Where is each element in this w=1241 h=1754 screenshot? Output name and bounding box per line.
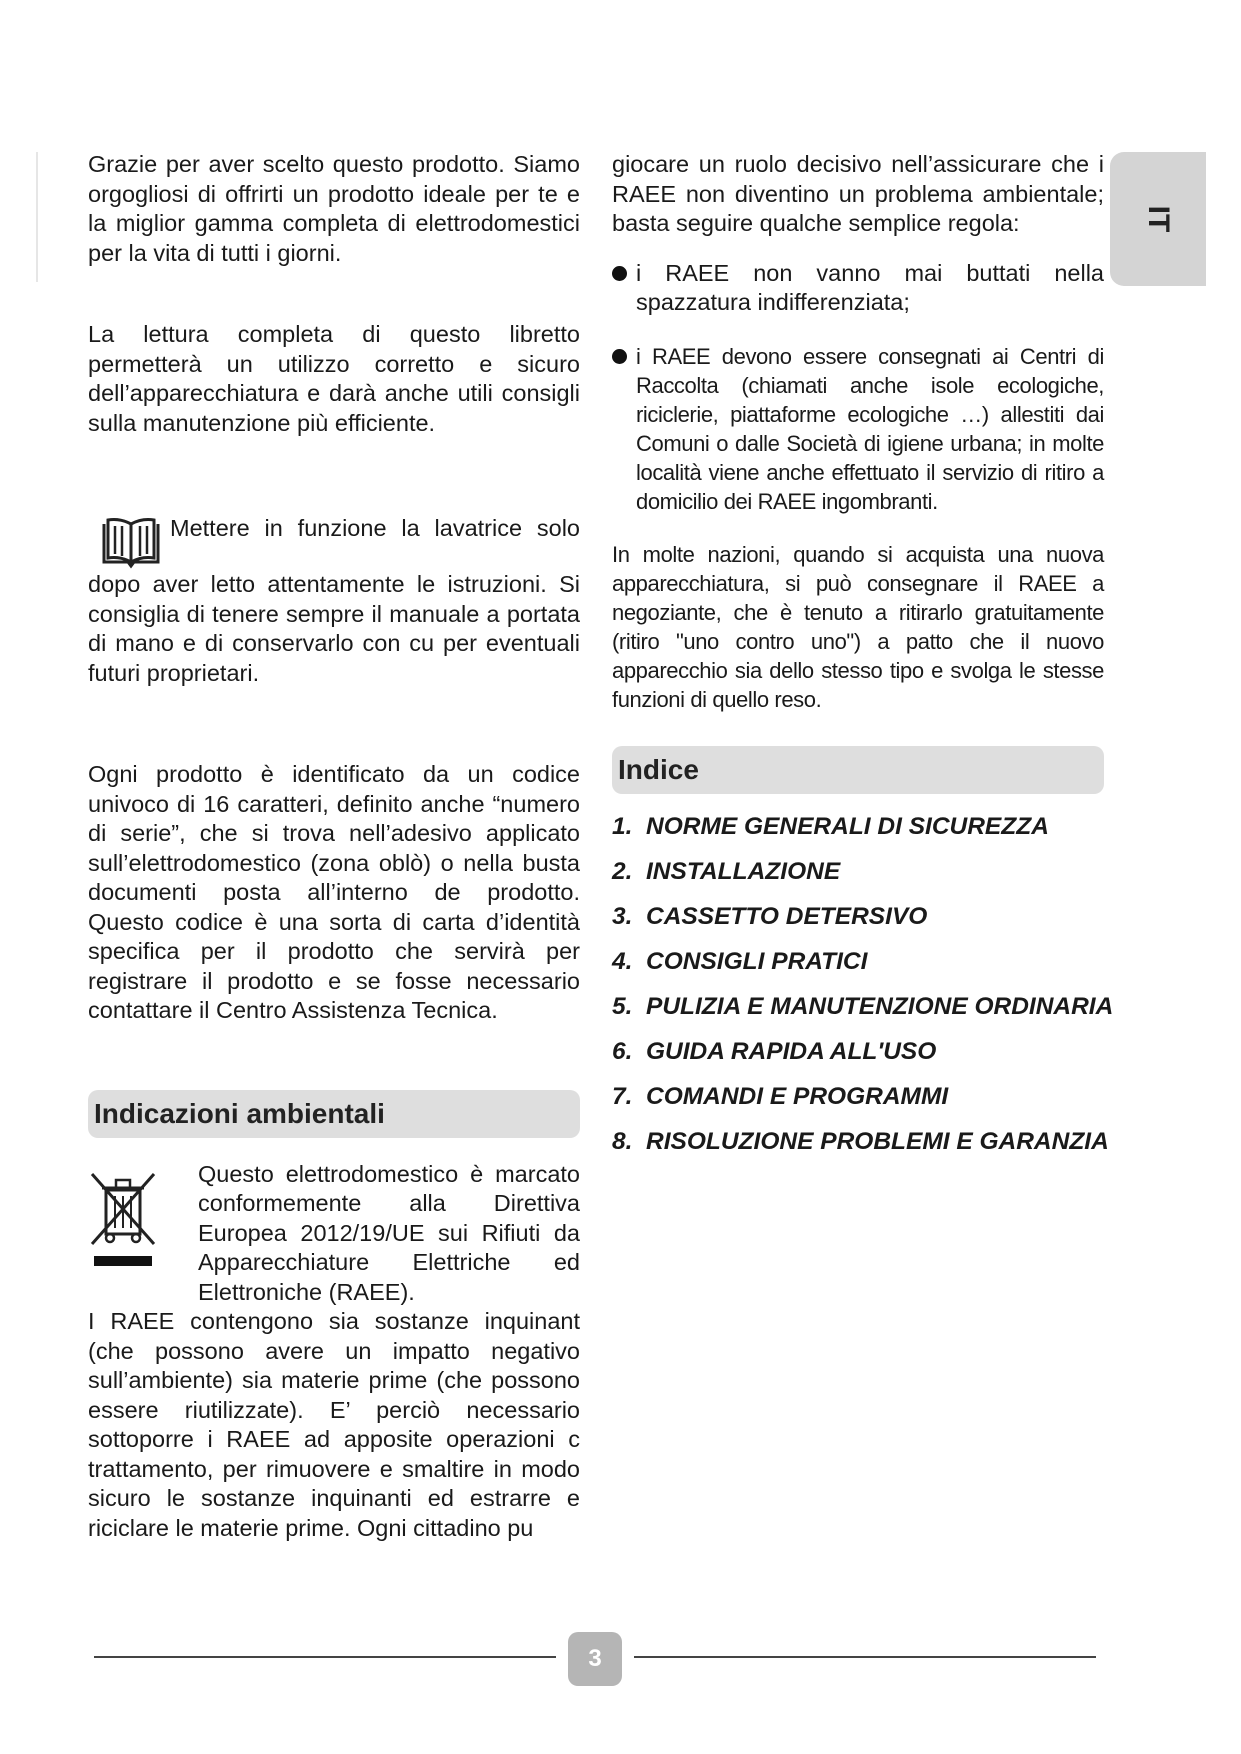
toc-item[interactable]: 1. NORME GENERALI DI SICUREZZA [612, 812, 1049, 840]
open-book-icon [98, 514, 164, 570]
bullet-dot-icon [612, 349, 627, 364]
left-column [88, 150, 580, 1543]
list-item: i RAEE devono essere consegnati ai Centri di Raccolta (chiamati anche isole ecologiche, riciclerie, piattaforme ecologiche …) allestiti dai Comuni o dalle Società di igiene urbana; in molte località viene anche effettuato il servizio di ritiro a domicilio dei RAEE ingombranti. [612, 342, 1104, 516]
toc-item[interactable]: 4. CONSIGLI PRATICI [612, 947, 868, 975]
crossed-bin-icon [88, 1170, 160, 1270]
index-heading [612, 746, 1104, 794]
toc-item[interactable]: 3. CASSETTO DETERSIVO [612, 902, 928, 930]
toc-item[interactable]: 6. GUIDA RAPIDA ALL'USO [612, 1037, 937, 1065]
nations-paragraph: In molte nazioni, quando si acquista una nuova apparecchiatura, si può consegnare il RAEE a negoziante, che è tenuto a ritirarlo gratuitamente (ritiro "uno contro uno") a patto che il nuovo apparecchio sia dello stesso tipo e svolga le stesse funzioni di quello reso. [612, 541, 1104, 712]
env-heading [88, 1090, 580, 1138]
manual-note [88, 514, 580, 688]
weee-marking-text: Questo elettrodomestico è marcato conformemente alla Direttiva Europea 2012/19/UE sui Rifiuti da Apparecchiature Elettriche ed Elettroniche (RAEE). [198, 1160, 580, 1305]
manual-note-text: Mettere in funzione la lavatrice solo dopo aver letto attentamente le istruzioni. Si consiglia di tenere sempre il manuale a portata di mano e di conservarlo con cu per eventuali futuri proprietari. [88, 515, 580, 686]
bullet-dot-icon [612, 266, 627, 281]
toc-item[interactable]: 8. RISOLUZIONE PROBLEMI E GARANZIA [612, 1127, 1109, 1155]
language-label: IT [1142, 205, 1175, 233]
continuation-paragraph: giocare un ruolo decisivo nell’assicurare che i RAEE non diventino un problema ambientale; basta seguire qualche semplice regola: [612, 151, 1104, 236]
margin-mark [36, 152, 38, 282]
footer-rule-left [94, 1656, 556, 1658]
intro-paragraph: Grazie per aver scelto questo prodotto. Siamo orgogliosi di offrirti un prodotto ideale per te e la miglior gamma completa di elettrodomestici per la vita di tutti i giorni. [88, 151, 580, 266]
footer-rule-right [634, 1656, 1096, 1658]
raee-rules-list [612, 259, 1104, 516]
toc-item[interactable]: 5. PULIZIA E MANUTENZIONE ORDINARIA [612, 992, 1114, 1020]
table-of-contents [612, 804, 1114, 1164]
language-tab [1110, 152, 1206, 286]
raee-paragraph: I RAEE contengono sia sostanze inquinant (che possono avere un impatto negativo sull’ambiente) sia materie prime (che possono essere riutilizzate). E’ perciò necessario sottoporre i RAEE ad apposite operazioni c trattamento, per rimuovere e smaltire in modo sicuro le sostanze inquinanti ed estrarre e riciclare le materie prime. Ogni cittadino pu [88, 1308, 580, 1541]
index-heading-text: Indice [618, 753, 699, 785]
weee-section [88, 1160, 580, 1308]
page-number: 3 [568, 1632, 622, 1686]
toc-item[interactable]: 2. INSTALLAZIONE [612, 857, 841, 885]
env-heading-text: Indicazioni ambientali [94, 1097, 385, 1129]
toc-item[interactable]: 7. COMANDI E PROGRAMMI [612, 1082, 949, 1110]
right-column [612, 150, 1114, 1164]
serial-paragraph: Ogni prodotto è identificato da un codice univoco di 16 caratteri, definito anche “numero di serie”, che si trova nell’adesivo applicato sull’elettrodomestico (zona oblò) o nella busta documenti posta all’interno de prodotto. Questo codice è una sorta di carta d’identità specifica per il prodotto che servirà per registrare il prodotto e se fosse necessario contattare il Centro Assistenza Tecnica. [88, 761, 580, 1023]
list-item: i RAEE non vanno mai buttati nella spazzatura indifferenziata; [612, 259, 1104, 318]
reading-paragraph: La lettura completa di questo libretto permetterà un utilizzo corretto e sicuro dell’apparecchiatura e darà anche utili consigli sulla manutenzione più efficiente. [88, 321, 580, 436]
